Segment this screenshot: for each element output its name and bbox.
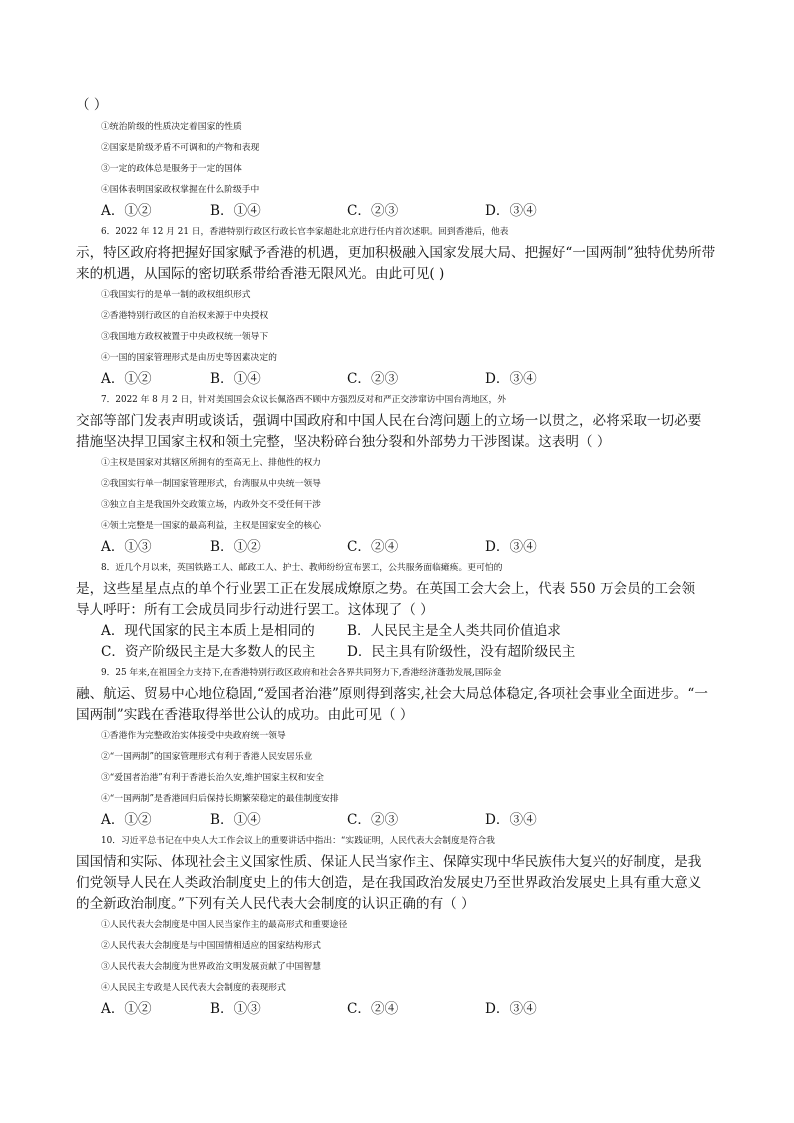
q7-item-1: ①主权是国家对其辖区所拥有的至高无上、排他性的权力 (101, 458, 321, 468)
q5-option-c: C．②③ (347, 203, 399, 219)
q10-item-3: ③人民代表大会制度为世界政治文明发展贡献了中国智慧 (101, 962, 321, 972)
q5-item-1: ①统治阶级的性质决定着国家的性质 (101, 122, 242, 132)
q10-option-c: C．②④ (347, 1001, 399, 1017)
q10-stem-1: 10．习近平总书记在中央人大工作会议上的重要讲话中指出：“实践证明，人民代表大会制度是符合我 (101, 836, 495, 846)
q7-item-3: ③独立自主是我国外交政策立场，内政外交不受任何干涉 (101, 500, 321, 510)
q6-item-3: ③我国地方政权被置于中央政权统一领导下 (101, 332, 269, 342)
q10-option-d: D．③④ (485, 1001, 537, 1017)
q8-option-a: A．现代国家的民主本质上是相同的 (101, 623, 315, 639)
q8-stem-1: 8．近几个月以来，英国铁路工人、邮政工人、护士、教师纷纷宣布罢工，公共服务面临瘫痪。更可怕的 (101, 563, 503, 573)
q6-item-1: ①我国实行的是单一制的政权组织形式 (101, 290, 251, 300)
q9-option-c: C．②③ (347, 812, 399, 828)
q6-stem-3: 来的机遇，从国际的密切联系带给香港无限风光。由此可见( ) (76, 266, 445, 282)
q9-stem-2: 融、航运、贸易中心地位稳固,“爱国者治港”原则得到落实,社会大局总体稳定,各项社会事业全面进步。“一 (76, 686, 708, 702)
q9-option-a: A．①② (101, 812, 152, 828)
q5-option-d: D．③④ (485, 203, 537, 219)
q8-option-c: C．资产阶级民主是大多数人的民主 (101, 644, 316, 660)
q8-option-d: D．民主具有阶级性，没有超阶级民主 (347, 644, 576, 660)
q6-item-2: ②香港特别行政区的自治权来源于中央授权 (101, 311, 269, 321)
q9-stem-3: 国两制”实践在香港取得举世公认的成功。由此可见（ ） (76, 707, 414, 723)
q9-item-3: ③“爱国者治港”有利于香港长治久安,维护国家主权和安全 (101, 773, 324, 783)
q9-option-b: B．①④ (210, 812, 261, 828)
q7-stem-1: 7．2022 年 8 月 2 日，针对美国国会众议长佩洛西不顾中方强烈反对和严正交涉窜访中国台湾地区，外 (101, 395, 507, 405)
q5-item-4: ④国体表明国家政权掌握在什么阶级手中 (101, 185, 260, 195)
q9-item-1: ①香港作为完整政治实体接受中央政府统一领导 (101, 731, 286, 741)
q6-item-4: ④一国的国家管理形式是由历史等因素决定的 (101, 353, 277, 363)
q8-stem-3: 导人呼吁：所有工会成员同步行动进行罢工。这体现了（ ） (76, 602, 434, 618)
q9-stem-1: 9．25 年来,在祖国全力支持下,在香港特别行政区政府和社会各界共同努力下,香港经济蓬勃发展,国际金 (101, 668, 502, 678)
q5-item-2: ②国家是阶级矛盾不可调和的产物和表现 (101, 143, 260, 153)
q5-option-a: A．①② (101, 203, 152, 219)
q10-stem-4: 的全新政治制度。”下列有关人民代表大会制度的认识正确的有（ ） (76, 896, 475, 912)
q9-option-d: D．③④ (485, 812, 537, 828)
q7-stem-3: 措施坚决捍卫国家主权和领土完整，坚决粉碎台独分裂和外部势力干涉图谋。这表明（ ） (76, 434, 611, 450)
q7-option-b: B．①② (210, 539, 261, 555)
q10-stem-2: 国国情和实际、体现社会主义国家性质、保证人民当家作主、保障实现中华民族伟大复兴的好制度，是我 (76, 854, 702, 870)
q6-stem-2: 示，特区政府将把握好国家赋予香港的机遇，更加积极融入国家发展大局、把握好“一国两制”独特优势所带 (76, 245, 716, 261)
q5-paren: （ ） (76, 97, 108, 113)
q10-option-b: B．①③ (210, 1001, 261, 1017)
q7-option-d: D．③④ (485, 539, 537, 555)
q8-option-b: B．人民民主是全人类共同价值追求 (347, 623, 561, 639)
q6-option-d: D．③④ (485, 371, 537, 387)
q10-item-4: ④人民民主专政是人民代表大会制度的表现形式 (101, 983, 286, 993)
q6-option-c: C．②③ (347, 371, 399, 387)
q6-option-b: B．①④ (210, 371, 261, 387)
q7-item-2: ②我国实行单一制国家管理形式，台湾服从中央统一领导 (101, 479, 321, 489)
q9-item-4: ④“一国两制”是香港回归后保持长期繁荣稳定的最佳制度安排 (101, 794, 339, 804)
q10-stem-3: 们党领导人民在人类政治制度史上的伟大创造，是在我国政治发展史乃至世界政治发展史上具有重大意义 (76, 875, 702, 891)
q8-stem-2: 是，这些星星点点的单个行业罢工正在发展成燎原之势。在英国工会大会上，代表 550 万会员的工会领 (76, 581, 696, 597)
q7-option-a: A．①③ (101, 539, 152, 555)
q7-item-4: ④领土完整是一国家的最高利益，主权是国家安全的核心 (101, 521, 321, 531)
q10-item-2: ②人民代表大会制度是与中国国情相适应的国家结构形式 (101, 941, 321, 951)
q6-option-a: A．①② (101, 371, 152, 387)
q7-option-c: C．②④ (347, 539, 399, 555)
q7-stem-2: 交部等部门发表声明或谈话，强调中国政府和中国人民在台湾问题上的立场一以贯之，必将采取一切必要 (76, 413, 702, 429)
q6-stem-1: 6．2022 年 12 月 21 日，香港特别行政区行政长官李家超赴北京进行任内首次述职。回到香港后，他表 (101, 227, 509, 237)
q5-item-3: ③一定的政体总是服务于一定的国体 (101, 164, 242, 174)
q9-item-2: ②“一国两制”的国家管理形式有利于香港人民安居乐业 (101, 752, 313, 762)
q10-item-1: ①人民代表大会制度是中国人民当家作主的最高形式和重要途径 (101, 920, 348, 930)
q5-option-b: B．①④ (210, 203, 261, 219)
q10-option-a: A．①② (101, 1001, 152, 1017)
